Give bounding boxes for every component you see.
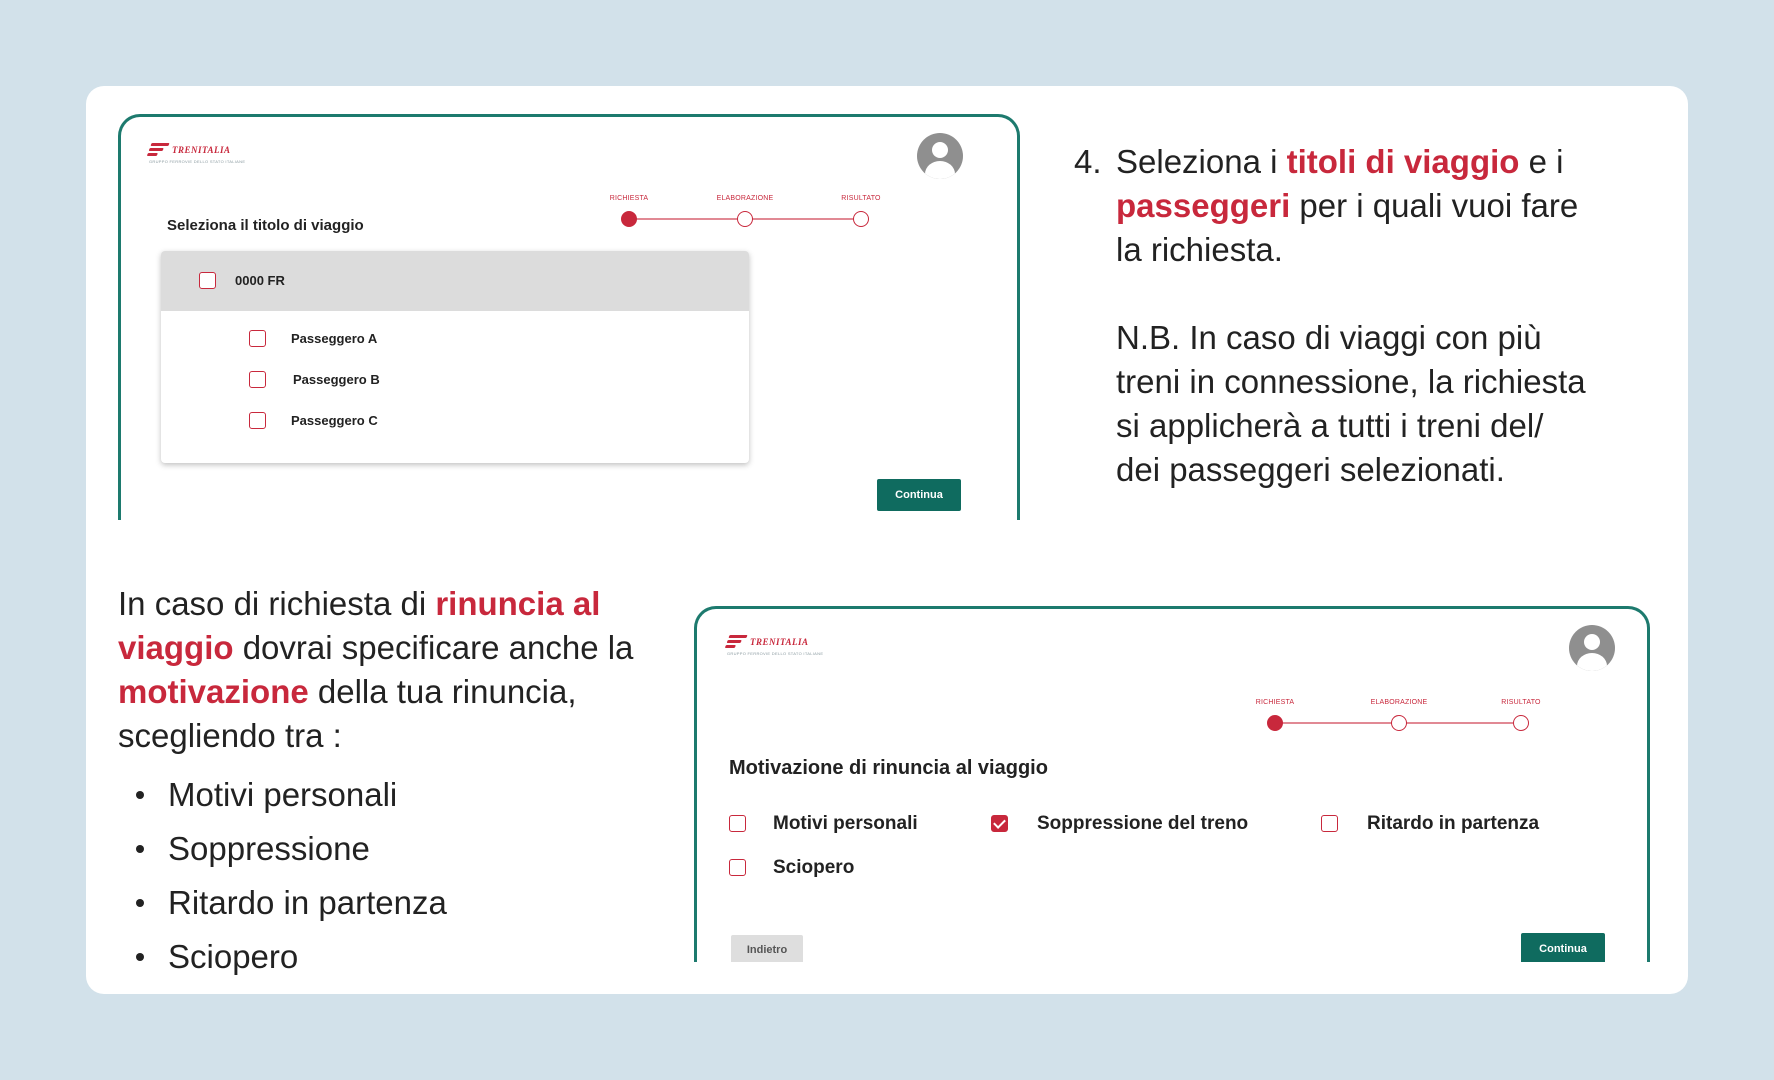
- logo-tagline: GRUPPO FERROVIE DELLO STATO ITALIANE: [149, 159, 246, 164]
- logo-wordmark: TRENITALIA: [172, 145, 231, 155]
- back-button[interactable]: Indietro: [731, 935, 803, 962]
- trenitalia-mark-icon: [146, 143, 171, 157]
- ticket-row[interactable]: [161, 251, 749, 311]
- progress-stepper: [611, 195, 881, 235]
- list-item: [118, 768, 447, 822]
- reason-strike-label: Sciopero: [773, 857, 855, 878]
- ticket-checkbox[interactable]: [199, 272, 216, 289]
- continue-button[interactable]: Continua: [1521, 933, 1605, 962]
- ticket-panel: [161, 251, 749, 463]
- list-item: [118, 930, 447, 984]
- nb-line: dei passeggeri selezionati.: [1116, 451, 1505, 488]
- step-number: 4.: [1074, 143, 1102, 180]
- bullet-text: Soppressione: [168, 830, 370, 867]
- highlight-titoli: titoli di viaggio: [1286, 143, 1520, 180]
- bullet-text: Sciopero: [168, 938, 299, 975]
- highlight-rinuncia: rinuncia al: [435, 585, 601, 622]
- text-fragment: In caso di richiesta di: [118, 585, 436, 622]
- reason-strike-checkbox[interactable]: [729, 859, 746, 876]
- step-label-richiesta: RICHIESTA: [609, 195, 649, 202]
- page-title: Motivazione di rinuncia al viaggio: [729, 757, 1048, 779]
- logo-wordmark: TRENITALIA: [750, 637, 809, 647]
- nb-line: treni in connessione, la richiesta: [1116, 363, 1586, 400]
- reason-suppression-checkbox[interactable]: [991, 815, 1008, 832]
- nb-note: [1116, 316, 1614, 492]
- reason-personal-checkbox[interactable]: [729, 815, 746, 832]
- step-4-instructions: [1074, 140, 1614, 492]
- passenger-b-label: Passeggero B: [293, 372, 380, 387]
- step-label-elaborazione: ELABORAZIONE: [1370, 699, 1428, 706]
- list-item: [118, 822, 447, 876]
- logo-tagline: GRUPPO FERROVIE DELLO STATO ITALIANE: [727, 651, 824, 656]
- list-item: [118, 876, 447, 930]
- nb-line: si applicherà a tutti i treni del/: [1116, 407, 1544, 444]
- text-line: scegliendo tra :: [118, 717, 342, 754]
- text-fragment: per i quali vuoi fare: [1290, 187, 1579, 224]
- trenitalia-logo[interactable]: [149, 143, 245, 164]
- passenger-c-checkbox[interactable]: [249, 412, 266, 429]
- reason-personal-label: Motivi personali: [773, 813, 918, 834]
- progress-stepper: [1255, 699, 1541, 739]
- step-label-risultato: RISULTATO: [1501, 699, 1541, 706]
- trenitalia-logo[interactable]: [727, 635, 823, 656]
- highlight-motivazione: motivazione: [118, 673, 309, 710]
- continue-button[interactable]: Continua: [877, 479, 961, 511]
- passenger-c-label: Passeggero C: [291, 413, 378, 428]
- ticket-label: 0000 FR: [235, 273, 285, 288]
- step-dot-richiesta: [1267, 715, 1283, 731]
- text-fragment: dovrai specificare anche la: [233, 629, 634, 666]
- text-line: la richiesta.: [1116, 231, 1283, 268]
- ticket-selection-screen: [118, 114, 1020, 520]
- text-fragment: Seleziona i: [1116, 143, 1287, 180]
- passenger-a-label: Passeggero A: [291, 331, 378, 346]
- step-label-richiesta: RICHIESTA: [1255, 699, 1295, 706]
- reason-delay-label: Ritardo in partenza: [1367, 813, 1540, 834]
- user-avatar-icon[interactable]: [1569, 625, 1615, 671]
- step-dot-risultato: [853, 211, 869, 227]
- user-avatar-icon[interactable]: [917, 133, 963, 179]
- step-label-elaborazione: ELABORAZIONE: [716, 195, 774, 202]
- step-dot-richiesta: [621, 211, 637, 227]
- reason-delay-checkbox[interactable]: [1321, 815, 1338, 832]
- reason-bullet-list: [118, 768, 447, 984]
- reason-suppression-label: Soppressione del treno: [1037, 813, 1249, 834]
- passenger-b-checkbox[interactable]: [249, 371, 266, 388]
- step-label-risultato: RISULTATO: [841, 195, 881, 202]
- highlight-passeggeri: passeggeri: [1116, 187, 1291, 224]
- text-fragment: e i: [1519, 143, 1564, 180]
- text-fragment: della tua rinuncia,: [308, 673, 577, 710]
- step-dot-elaborazione: [1391, 715, 1407, 731]
- step-dot-risultato: [1513, 715, 1529, 731]
- bullet-text: Ritardo in partenza: [168, 884, 447, 921]
- cancellation-reason-screen: [694, 606, 1650, 962]
- passenger-a-checkbox[interactable]: [249, 330, 266, 347]
- highlight-viaggio: viaggio: [118, 629, 234, 666]
- tutorial-card: [86, 86, 1688, 994]
- cancellation-instructions: [118, 582, 658, 758]
- trenitalia-mark-icon: [724, 635, 749, 649]
- nb-line: N.B. In caso di viaggi con più: [1116, 319, 1542, 356]
- step-dot-elaborazione: [737, 211, 753, 227]
- page-title: Seleziona il titolo di viaggio: [167, 217, 364, 234]
- bullet-text: Motivi personali: [168, 776, 398, 813]
